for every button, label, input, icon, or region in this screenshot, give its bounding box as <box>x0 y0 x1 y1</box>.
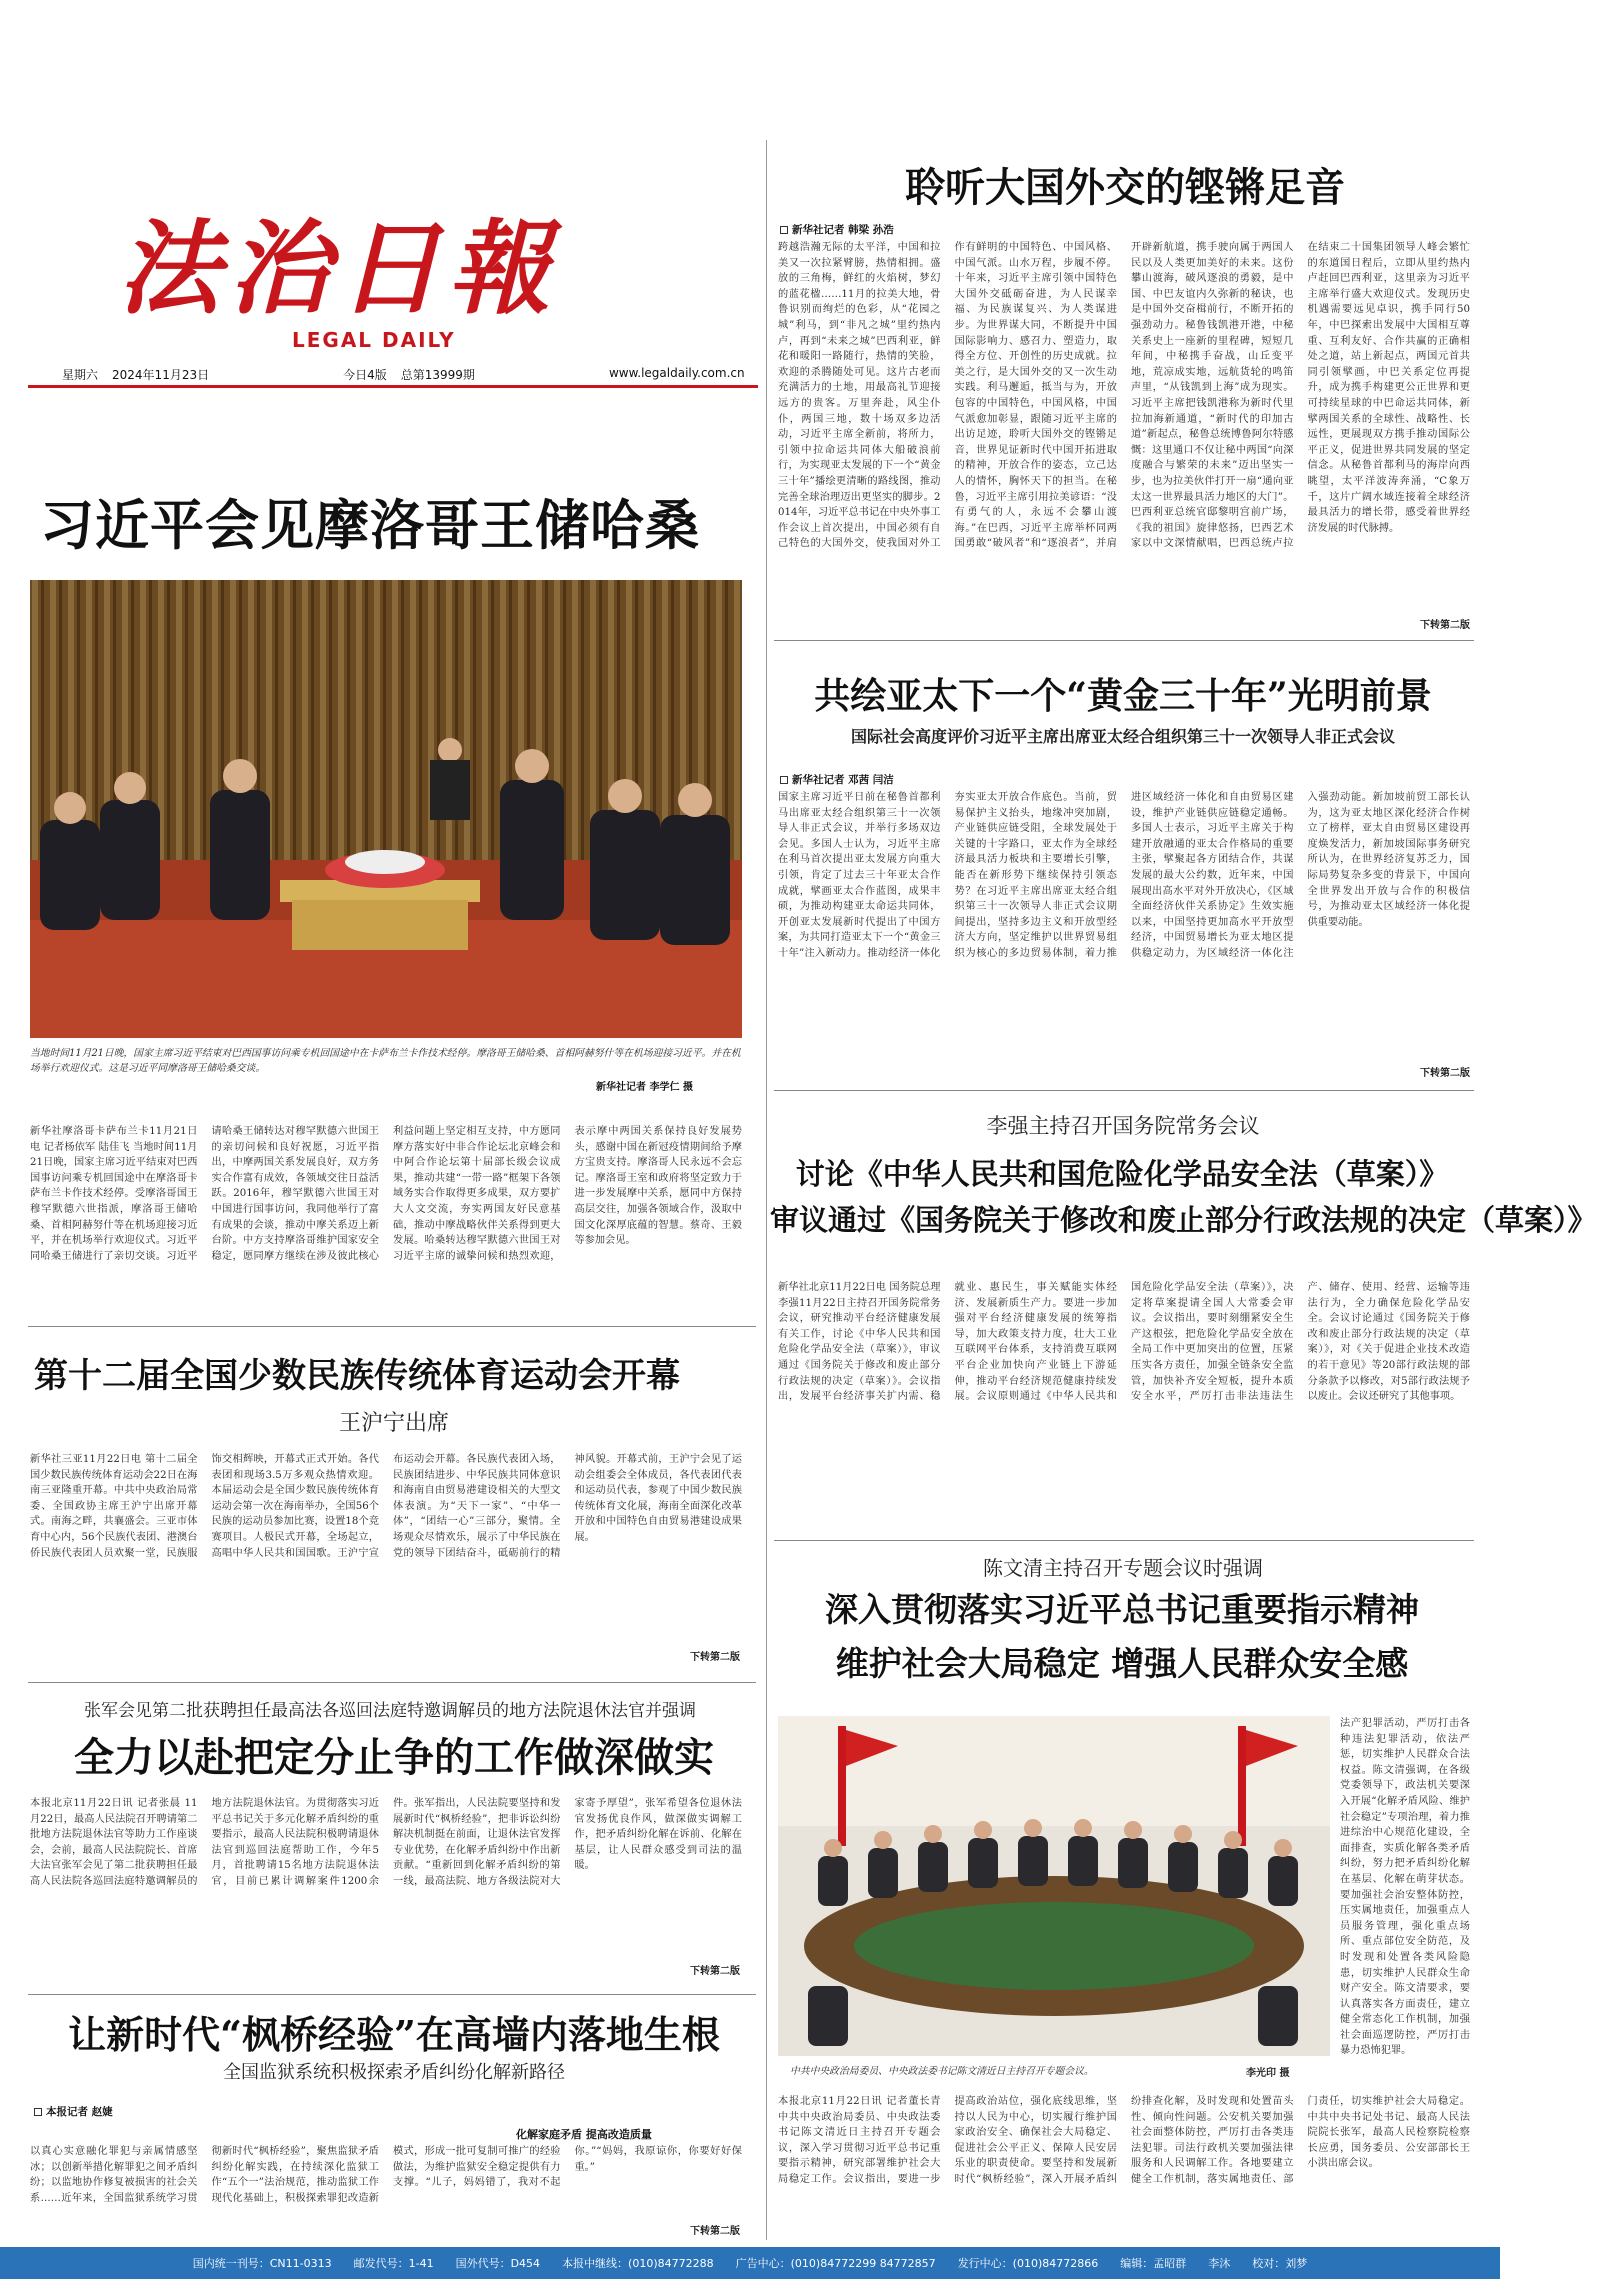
state-council-headline-2: 审议通过《国务院关于修改和废止部分行政法规的决定（草案）》 <box>770 1203 1597 1237</box>
masthead-rule <box>28 385 758 388</box>
apec-continued: 下转第二版 <box>1420 1068 1470 1079</box>
footer-bar <box>0 2247 1500 2279</box>
state-council-article-body: 新华社北京11月22日电 国务院总理李强11月22日主持召开国务院常务会议，研究推动平台经济健康发展有关工作，讨论《中华人民共和国危险化学品安全法（草案）》，审议通过《国务院关于修改和废止部分行政法规的决定（草案）》。会议指出，发展平台经济事关扩内需、稳就业、惠民生，事关赋能实体经济、发展新质生产力。要进一步加强对平台经济健康发展的统筹指导，加大政策支持力度，壮大工业互联网平台体系，支持消费互联网平台企业加快向产业链上下游延伸，推动平台经济规范健康持续发展。会议原则通过《中华人民共和国危险化学品安全法（草案）》，决定将草案提请全国人大常委会审议。会议指出，要时刻绷紧安全生产这根弦，把危险化学品安全放在全局工作中更加突出的位置，压紧压实各方责任，加强全链条安全监管，加快补齐安全短板，提升本质安全水平，严厉打击非法违法生产、储存、使用、经营、运输等违法行为，全力确保危险化学品安全。会议讨论通过《国务院关于修改和废止部分行政法规的决定（草案）》，对《关于促进企业技术改造的若干意见》等20部行政法规的部分条款予以修改，对5部行政法规予以废止。会议还研究了其他事项。 <box>778 1282 1470 1403</box>
chen-meeting-photo-image <box>778 1716 1330 2056</box>
masthead-website[interactable]: www.legaldaily.com.cn <box>608 366 745 380</box>
chen-photo-caption: 中共中央政治局委员、中央政法委书记陈文清近日主持召开专题会议。 <box>790 2066 1094 2077</box>
fengqiao-subhead: 全国监狱系统积极探索矛盾纠纷化解新路径 <box>223 2062 565 2083</box>
apec-byline-text: 新华社记者 邓茜 闫洁 <box>792 774 894 786</box>
fengqiao-byline-text: 本报记者 赵婕 <box>46 2106 113 2118</box>
xi-article-body: 新华社摩洛哥卡萨布兰卡11月21日电 记者杨依军 陆佳飞 当地时间11月21日晚，国家主席习近平结束对巴西国事访问乘专机回国途中在摩洛哥卡萨布兰卡作技术经停。受摩洛哥国王穆罕默德六世指派，摩洛哥王储哈桑、首相阿赫努什等在机场迎接习近平，并在机场举行欢迎仪式。习近平同哈桑王储进行了亲切交谈。习近平请哈桑王储转达对穆罕默德六世国王的亲切问候和良好祝愿，习近平指出，中摩两国关系发展良好，双方务实合作富有成效，各领域交往日益活跃。2016年，穆罕默德六世国王对中国进行国事访问，我同他举行了富有成果的会谈，推动中摩关系迈上新台阶。中方支持摩洛哥维护国家安全稳定，愿同摩方继续在涉及彼此核心利益问题上坚定相互支持，中方愿同摩方落实好中非合作论坛北京峰会和中阿合作论坛第十届部长级会议成果，推动共建“一带一路”框架下各领域务实合作取得更多成果，双方要扩大人文交流，夯实两国友好民意基础，推动中摩战略伙伴关系得到更大发展。哈桑转达穆罕默德六世国王对习近平主席的诚挚问候和热烈欢迎，表示摩中两国关系保持良好发展势头，感谢中国在新冠疫情期间给予摩方宝贵支持。摩洛哥人民永远不会忘记。摩洛哥王室和政府将坚定致力于进一步发展摩中关系，愿同中方保持高层交往，加强各领域合作，汲取中国文化深厚底蕴的智慧。蔡奇、王毅等参加会见。 <box>30 1126 742 1262</box>
masthead-pages: 今日4版 <box>343 368 387 382</box>
chen-kicker: 陈文清主持召开专题会议时强调 <box>983 1556 1263 1580</box>
byline-square-icon <box>780 776 788 784</box>
divider <box>774 1540 1474 1541</box>
games-headline: 第十二届全国少数民族传统体育运动会开幕 <box>34 1356 680 1396</box>
fengqiao-article-body: 以真心实意融化罪犯与亲属情感坚冰；以创新举措化解罪犯之间矛盾纠纷；以监地协作修复被损害的社会关系……近年来，全国监狱系统学习贯彻新时代“枫桥经验”，聚焦监狱矛盾纠纷化解实践，在持续深化监狱工作“五个一”法治规范，推动监狱工作现代化基础上，积极探索罪犯改造新模式，形成一批可复制可推广的经验做法，为维护监狱安全稳定提供有力支撑。“儿子，妈妈错了，我对不起你。”“妈妈，我原谅你，你要好好保重。” <box>30 2146 742 2204</box>
chen-photo <box>778 1716 1330 2056</box>
masthead <box>34 180 764 470</box>
diplomacy-byline <box>780 222 894 237</box>
apec-headline: 共绘亚太下一个“黄金三十年”光明前景 <box>814 675 1432 717</box>
masthead-date: 2024年11月23日 <box>112 368 210 382</box>
games-article-body: 新华社三亚11月22日电 第十二届全国少数民族传统体育运动会22日在海南三亚隆重开幕。中共中央政治局常委、全国政协主席王沪宁出席开幕式。南海之畔，共襄盛会。三亚市体育中心内，56个民族代表团、港澳台侨民族代表团人员欢聚一堂，民族服饰交相辉映，开幕式正式开始。各代表团和现场3.5万多观众热情欢迎。本届运动会是全国少数民族传统体育运动会第一次在海南举办，全国56个民族的运动员参加比赛，设置18个竞赛项目。人极民式开幕，全场起立，高唱中华人民共和国国歌。王沪宁宣布运动会开幕。各民族代表团入场，民族团结进步、中华民族共同体意识和海南自由贸易港建设相关的大型文体表演。为“天下一家”、“中华一体”，“团结一心”三部分，聚情。全场观众尽情欢乐，展示了中华民族在党的领导下团结奋斗，砥砺前行的精神风貌。开幕式前，王沪宁会见了运动会组委会全体成员，各代表团代表和运动员代表，参观了中国少数民族传统体育文化展，海南全面深化改革开放和中国特色自由贸易港建设成果展。 <box>30 1454 742 1559</box>
chen-article-body: 本报北京11月22日讯 记者董长青 中共中央政治局委员、中央政法委书记陈文清近日主持召开专题会议，深入学习贯彻习近平总书记重要指示精神，研究部署维护社会大局稳定工作。会议指出，要进一步提高政治站位，强化底线思维，坚持以人民为中心，切实履行维护国家政治安全、确保社会大局稳定、促进社会公平正义、保障人民安居乐业的职责使命。要坚持和发展新时代“枫桥经验”，深入开展矛盾纠纷排查化解，及时发现和处置苗头性、倾向性问题。公安机关要加强社会面整体防控，严厉打击各类违法犯罪。司法行政机关要加强法律服务和人民调解工作。各地要建立健全工作机制，落实属地责任、部门责任，切实维护社会大局稳定。中共中央书记处书记、最高人民法院院长张军，最高人民检察院检察长应勇，国务委员、公安部部长王小洪出席会议。 <box>778 2096 1470 2185</box>
byline-square-icon <box>34 2108 42 2116</box>
games-continued: 下转第二版 <box>690 1652 740 1663</box>
fengqiao-continued: 下转第二版 <box>690 2226 740 2237</box>
footer-item: 编辑：孟昭群 <box>1120 2257 1187 2270</box>
footer-item: 校对：刘梦 <box>1252 2257 1308 2270</box>
xi-photo <box>30 580 742 1038</box>
column-divider <box>766 140 767 2240</box>
court-kicker: 张军会见第二批获聘担任最高法各巡回法庭特邀调解员的地方法院退休法官并强调 <box>84 1701 696 1721</box>
divider <box>28 1994 756 1995</box>
masthead-logo-en: LEGAL DAILY <box>292 328 456 352</box>
divider <box>774 640 1474 641</box>
divider <box>28 1682 756 1683</box>
apec-byline <box>780 772 894 787</box>
court-article-body: 本报北京11月22日讯 记者张晨 11月22日，最高人民法院召开聘请第二批地方法院退休法官等助力工作座谈会，会前，最高人民法院院长、首席大法官张军会见了第二批获聘担任最高人民法院各巡回法庭特邀调解员的地方法院退休法官。为贯彻落实习近平总书记关于多元化解矛盾纠纷的重要指示，最高人民法院积极聘请退休法官到巡回法庭帮助工作，今年5月，首批聘请15名地方法院退休法官，目前已累计调解案件1200余件。张军指出，人民法院要坚持和发展新时代“枫桥经验”，把非诉讼纠纷解决机制挺在前面，让退休法官发挥专业优势，在化解矛盾纠纷中作出新贡献。“重新回到化解矛盾纠纷的第一线，最高法院、地方各级法院对大家寄予厚望”，张军希望各位退休法官发扬优良作风，做深做实调解工作，把矛盾纠纷化解在诉前、化解在基层，让人民群众感受到司法的温暖。 <box>30 1798 742 1887</box>
byline-square-icon <box>780 226 788 234</box>
divider <box>774 1090 1474 1091</box>
footer-item: 邮发代号：1-41 <box>353 2257 434 2270</box>
masthead-issue: 总第13999期 <box>400 368 475 382</box>
chen-side-column: 法产犯罪活动，严厉打击各种违法犯罪活动，依法严惩，切实维护人民群众合法权益。陈文清强调，在各级党委领导下，政法机关要深入开展“化解矛盾风险、维护社会稳定”专项治理，着力推进综治中心规范化建设，全面排查，实质化解各类矛盾纠纷，努力把矛盾纠纷化解在基层、化解在萌芽状态。要加强社会治安整体防控，压实属地责任，加强重点人员服务管理，强化重点场所、重点部位安全防范，及时发现和处置各类风险隐患，切实维护人民群众生命财产安全。陈文清要求，要认真落实各方面责任，建立健全常态化工作机制，加强社会面巡逻防控，严厉打击暴力恐怖犯罪。 <box>1340 1718 1470 2057</box>
apec-article-body: 国家主席习近平日前在秘鲁首都利马出席亚太经合组织第三十一次领导人非正式会议，并举行多场双边会见。多国人士认为，习近平主席在利马首次提出亚太发展方向重大引领，肯定了过去三十年亚太合作成就，擘画亚太合作蓝图，成果丰硕，为推动构建亚太命运共同体，开创亚太发展新时代提出了中国方案，为共同打造亚太下一个“黄金三十年”注入新动力。推动经济一体化 夯实亚太开放合作底色。当前，贸易保护主义抬头，地缘冲突加剧，产业链供应链受阻，全球发展处于关键的十字路口，亚太作为全球经济最具活力板块和主要增长引擎，能否在新形势下继续保持引领态势？在习近平主席出席亚太经合组织第三十一次领导人非正式会议期间提出，坚持多边主义和开放型经济大方向，坚定维护以世界贸易组织为核心的多边贸易体制，着力推进区域经济一体化和自由贸易区建设，维护产业链供应链稳定通畅。多国人士表示，习近平主席关于构建开放融通的亚太合作格局的重要主张，擘聚起各方团结合作，共谋发展的最大公约数，近年来，中国展现出高水平对外开放决心，《区域全面经济伙伴关系协定》生效实施以来，中国坚持更加高水平开放型经济，中国贸易增长为亚太地区提供稳定动力，为区域经济一体化注入强劲动能。新加坡前贸工部长认为，这为亚太地区深化经济合作树立了榜样，亚太自由贸易区建设再度焕发活力，新加坡国际事务研究所认为，在世界经济复苏乏力，国际局势复杂多变的背景下，中国向全世界发出开放与合作的积极信号，为推动亚太区域经济一体化提供重要动能。 <box>778 792 1470 959</box>
chen-headline-2: 维护社会大局稳定 增强人民群众安全感 <box>835 1644 1409 1683</box>
state-council-kicker: 李强主持召开国务院常务会议 <box>986 1114 1260 1138</box>
divider <box>28 1326 756 1327</box>
chen-photo-credit: 李光印 摄 <box>1246 2068 1290 2079</box>
fengqiao-byline <box>34 2104 113 2119</box>
masthead-weekday: 星期六 <box>62 368 99 382</box>
court-headline: 全力以赴把定分止争的工作做深做实 <box>74 1734 714 1781</box>
footer-item: 李沐 <box>1208 2257 1231 2270</box>
games-subhead: 王沪宁出席 <box>338 1411 449 1436</box>
xi-photo-credit: 新华社记者 李学仁 摄 <box>590 1078 693 1093</box>
diplomacy-continued: 下转第二版 <box>1420 620 1470 631</box>
xi-meeting-photo-image <box>30 580 742 1038</box>
masthead-logo: 法治日報 <box>118 209 558 329</box>
diplomacy-article-body: 跨越浩瀚无际的太平洋，中国和拉美又一次拉紧臂膀，热情相拥。盛放的三角梅，鲜红的火焰树，梦幻的蓝花楹……11月的拉美大地，骨鲁识别而绚烂的色彩，从“花园之城”利马，到“非凡之城”里约热内卢，再到“未来之城”巴西利亚，鲜花和暖阳一路随行，热情的笑脸，欢迎的杀腾随处可见。这片古老而充满活力的土地，用最高礼节迎接远方的贵客。万里奔赴，风尘仆仆，两国三地，数十场双多边活动，习近平主席全新前，将所力，引领中拉命运共同体大船破浪前行，为实现亚太发展的下一个“黄金三十年”播绘更清晰的路线图，推动完善全球治理迈出更坚实的脚步。2014年，习近平总书记在中央外事工作会议上首次提出，中国必须有自己特色的大国外交，使我国对外工作有鲜明的中国特色、中国风格、中国气派。山水万程，步履不停。十年来，习近平主席引领中国特色大国外交砥砺奋进，为人民谋幸福、为民族谋复兴、为人类谋进步。为世界谋大同，不断提升中国国际影响力、感召力、塑造力，取得全方位、开创性的历史成就。拉美之行，是大国外交的又一次生动实践。利马邂逅，抵当与为，开放包容的中国特色，中国风格，中国气派愈加彰显，跟随习近平主席的出访足迹，聆听大国外交的铿锵足音，世界见证新时代中国开拓进取的精神，开放合作的姿态，立己达人的情怀，胸怀天下的担当。在秘鲁，习近平主席引用拉美谚语：“没有勇气的人，永远不会攀山渡海。”在巴西，习近平主席举杯同两国勇敢“破风者”和“逐浪者”，并肩开辟新航道，携手驶向属于两国人民以及人类更加美好的未来。这份攀山渡海，破风逐浪的勇毅，是中国、中巴友谊内久弥新的秘诀，也是中国外交奋楫前行，不断开拓的强劲动力。秘鲁钱凯港开港，中秘关系史上一座新的里程碑，短短几年间，中秘携手奋战，山丘变平地，荒凉成实地，远航货轮的鸣笛声里，“从钱凯到上海”成为现实。习近平主席把钱凯港称为新时代里拉加海新通道，“新时代的印加古道”新起点，秘鲁总统博鲁阿尔特感慨：这里通口不仅让秘中两国“向深度融合与繁荣的未来”迈出坚实一步，也为拉美伙伴打开一扇“通向亚太这一世界最具活力地区的大门”。巴西利亚总统官邸黎明宫前广场，《我的祖国》旋律悠扬，巴西艺术家以中文深情献唱，巴西总统卢拉在结束二十国集团领导人峰会繁忙的东道国日程后，立即从里约热内卢赶回巴西利亚，这里亲为习近平主席举行盛大欢迎仪式。发现历史机遇需要远见卓识，携手同行50年，中巴探索出发展中大国相互尊重、互利友好、合作共赢的正确相处之道，站上新起点，两国元首共同引领擘画，中巴关系定位再提升，成为携手构建更公正世界和更可持续星球的中巴命运共同体，新擘两国关系的全球性、战略性、长远性，更展现双方携手推动国际公平正义，促进世界共同发展的坚定信念。从秘鲁首都利马的海岸向西眺望，太平洋波涛奔涌，“C象万千，这片广阔水域连接着全球经济最具活力的增长带，感受着世界经济发展的时代脉搏。 <box>778 242 1470 550</box>
state-council-headline-1: 讨论《中华人民共和国危险化学品安全法（草案）》 <box>795 1157 1449 1191</box>
masthead-dateline <box>62 366 745 383</box>
chen-headline-1: 深入贯彻落实习近平总书记重要指示精神 <box>825 1590 1419 1629</box>
fengqiao-mini-head: 化解家庭矛盾 提高改造质量 <box>516 2128 652 2141</box>
apec-subhead: 国际社会高度评价习近平主席出席亚太经合组织第三十一次领导人非正式会议 <box>850 727 1395 746</box>
footer-item: 广告中心：(010)84772299 84772857 <box>735 2257 936 2270</box>
diplomacy-byline-text: 新华社记者 韩梁 孙浩 <box>792 224 894 236</box>
footer-item: 发行中心：(010)84772866 <box>957 2257 1099 2270</box>
fengqiao-headline: 让新时代“枫桥经验”在高墙内落地生根 <box>68 2012 720 2057</box>
footer-item: 本报中继线：(010)84772288 <box>562 2257 714 2270</box>
diplomacy-headline: 聆听大国外交的铿锵足音 <box>905 164 1345 211</box>
court-continued: 下转第二版 <box>690 1966 740 1977</box>
footer-item: 国内统一刊号：CN11-0313 <box>192 2257 332 2270</box>
xi-photo-caption: 当地时间11月21日晚，国家主席习近平结束对巴西国事访问乘专机回国途中在卡萨布兰卡作技术经停。摩洛哥王储哈桑、首相阿赫努什等在机场迎接习近平。并在机场举行欢迎仪式。这是习近平同摩洛哥王储哈桑交谈。 <box>30 1048 741 1074</box>
footer-item: 国外代号：D454 <box>455 2257 541 2270</box>
xi-headline: 习近平会见摩洛哥王储哈桑 <box>40 493 700 557</box>
